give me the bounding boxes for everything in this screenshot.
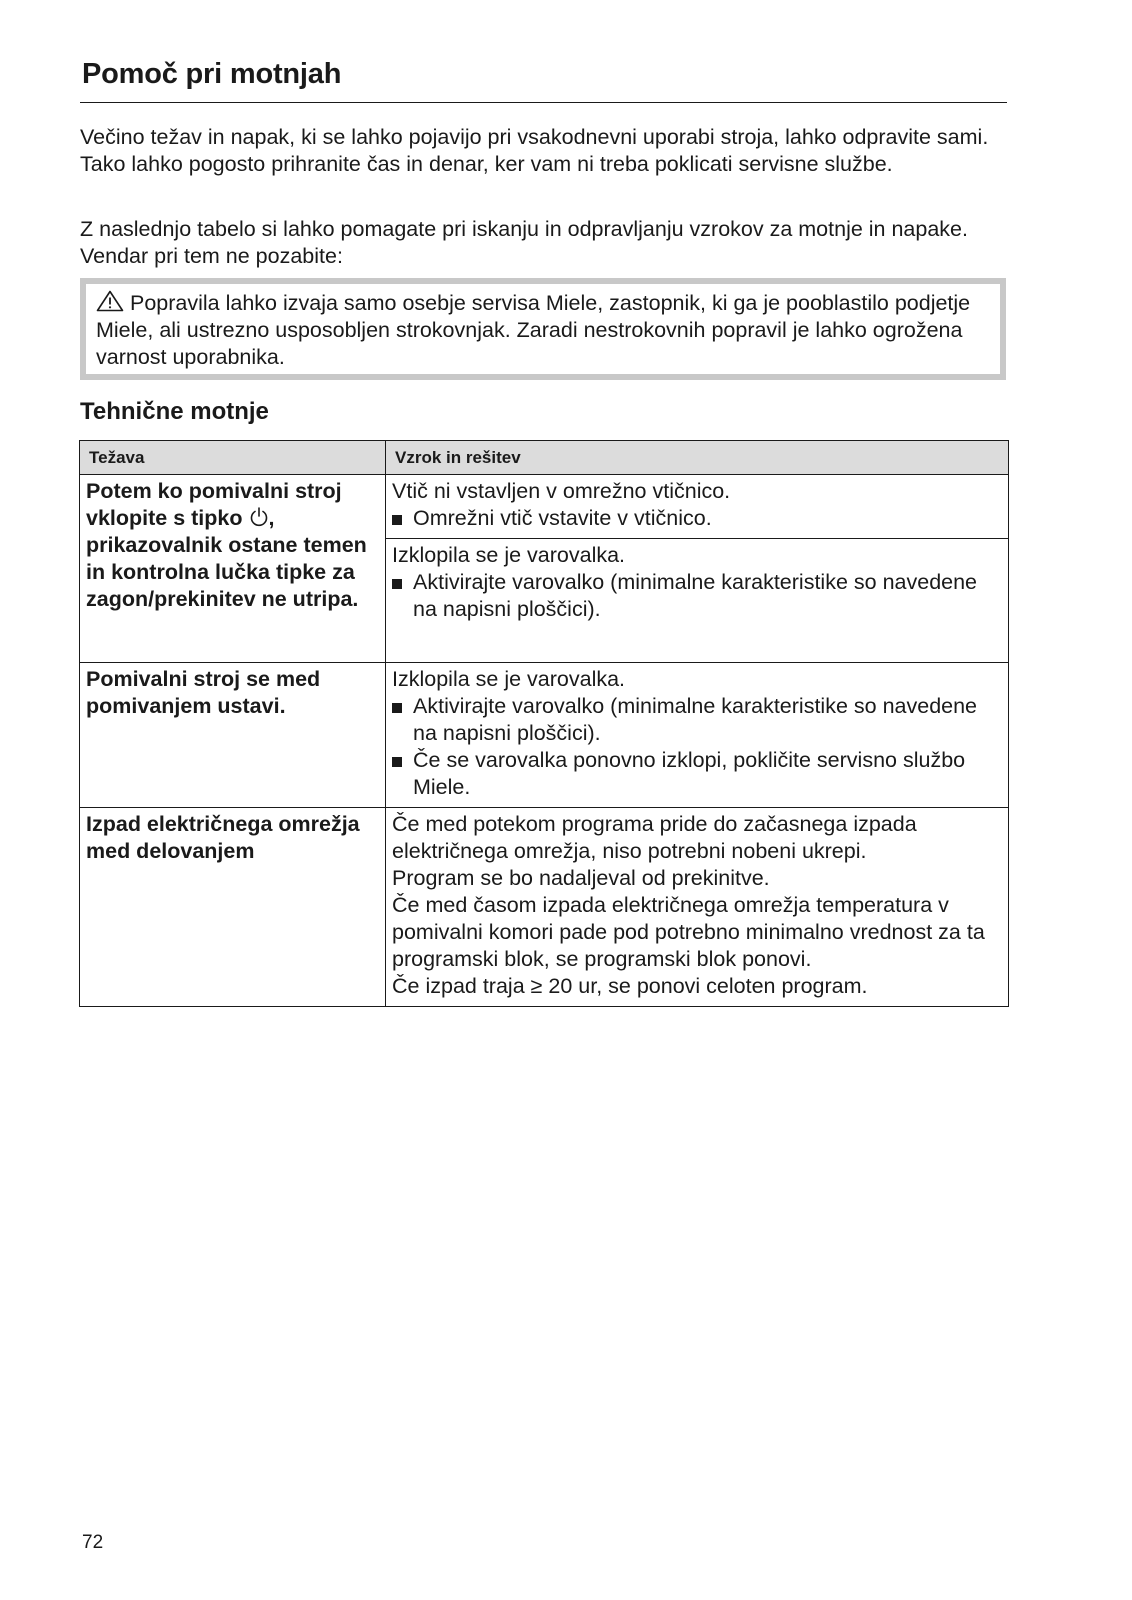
title-divider xyxy=(80,102,1007,103)
cause-line: Program se bo nadaljeval od prekinitve. xyxy=(392,866,770,890)
cause-text: Izklopila se je varovalka. xyxy=(392,543,626,567)
bullet-square-icon xyxy=(392,579,402,589)
table-row xyxy=(80,475,1009,539)
cause-line: Če med potekom programa pride do začasnega izpada električnega omrežja, niso potrebni nobeni ukrepi. xyxy=(392,812,917,863)
problem-cell xyxy=(80,475,386,663)
page-number: 72 xyxy=(82,1532,104,1553)
intro-paragraph-2: Z naslednjo tabelo si lahko pomagate pri iskanju in odpravljanju vzrokov za motnje in napake. Vendar pri tem ne pozabite: xyxy=(80,217,968,268)
section-heading: Tehnične motnje xyxy=(80,398,269,425)
troubleshooting-table xyxy=(79,440,1009,1007)
problem-cell: Pomivalni stroj se med pomivanjem ustavi. xyxy=(80,663,386,808)
problem-text-part2: , prikazovalnik ostane temen in kontrolna lučka tipke za zagon/prekinitev ne utripa. xyxy=(86,506,367,611)
warning-triangle-icon xyxy=(96,290,124,312)
table-row xyxy=(80,808,1009,1007)
solution-text: Aktivirajte varovalko (minimalne karakteristike so navedene na napisni ploščici). xyxy=(413,570,978,621)
problem-cell: Izpad električnega omrežja med delovanjem xyxy=(80,808,386,1007)
page-title: Pomoč pri motnjah xyxy=(82,58,342,90)
cause-line: Če izpad traja ≥ 20 ur, se ponovi celoten program. xyxy=(392,974,868,998)
solution-text: Omrežni vtič vstavite v vtičnico. xyxy=(413,506,712,530)
cause-cell xyxy=(386,663,1009,808)
column-header-cause: Vzrok in rešitev xyxy=(386,441,1009,475)
table-header-row xyxy=(80,441,1009,475)
cause-line: Če med časom izpada električnega omrežja temperatura v pomivalni komori pade pod potrebno minimalno vrednost za ta programski blok, se programski blok ponovi. xyxy=(392,893,985,971)
cause-cell xyxy=(386,808,1009,1007)
solution-item xyxy=(392,747,1002,801)
cause-cell xyxy=(386,475,1009,539)
solution-text: Če se varovalka ponovno izklopi, pokličite servisno službo Miele. xyxy=(413,748,966,799)
solution-text: Aktivirajte varovalko (minimalne karakteristike so navedene na napisni ploščici). xyxy=(413,694,978,745)
table-row xyxy=(80,663,1009,808)
cause-cell xyxy=(386,539,1009,663)
cause-text: Izklopila se je varovalka. xyxy=(392,667,626,691)
bullet-square-icon xyxy=(392,515,402,525)
power-icon xyxy=(249,506,269,528)
problem-text-part1: Potem ko pomivalni stroj vklopite s tipko xyxy=(86,479,342,530)
warning-content xyxy=(96,290,996,371)
bullet-square-icon xyxy=(392,757,402,767)
solution-item xyxy=(392,505,1002,532)
solution-item xyxy=(392,693,1002,747)
column-header-problem: Težava xyxy=(80,441,386,475)
intro-paragraph-1: Večino težav in napak, ki se lahko pojavijo pri vsakodnevni uporabi stroja, lahko odpravite sami. Tako lahko pogosto prihranite čas in denar, ker vam ni treba poklicati servisne službe. xyxy=(80,125,989,176)
cause-text: Vtič ni vstavljen v omrežno vtičnico. xyxy=(392,479,731,503)
solution-item xyxy=(392,569,1002,623)
warning-text: Popravila lahko izvaja samo osebje servisa Miele, zastopnik, ki ga je pooblastilo podjetje Miele, ali ustrezno usposobljen strokovnjak. Zaradi nestrokovnih popravil je lahko ogrožena varnost uporabnika. xyxy=(96,291,971,369)
warning-box xyxy=(80,278,1006,380)
bullet-square-icon xyxy=(392,703,402,713)
